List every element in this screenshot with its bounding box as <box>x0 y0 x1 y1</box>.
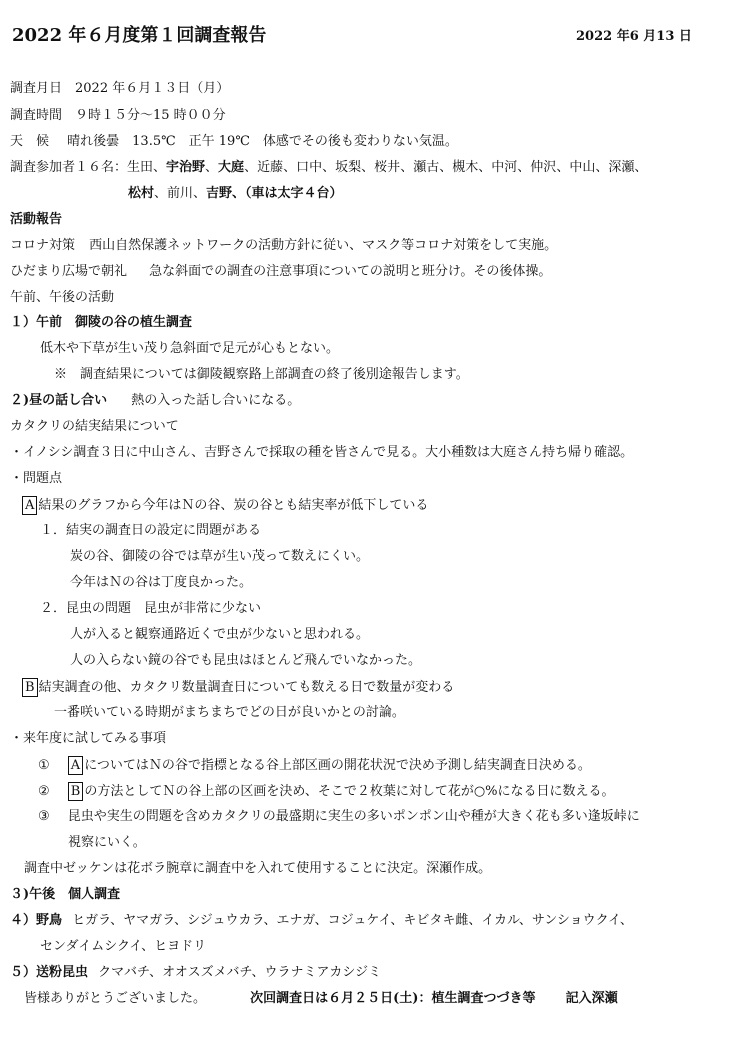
participant-name: 深瀬 <box>608 160 635 175</box>
section5-row <box>10 964 742 982</box>
participant-sep: 、 <box>283 160 297 175</box>
circled-three: ③ <box>38 809 50 824</box>
next-survey: 次回調査日は６月２５日(土)：植生調査つづき等 <box>250 991 536 1006</box>
section5-text: クマバチ、オオスズメバチ、ウラナミアカシジミ <box>98 965 382 980</box>
participant-name: 坂梨 <box>335 160 362 175</box>
participant-name: 仲沢 <box>530 160 557 175</box>
next-item-1 <box>38 756 742 775</box>
participant-name: 宇治野 <box>166 160 206 175</box>
problems-label: ・問題点 <box>10 471 63 486</box>
problem-b-row <box>22 678 742 697</box>
corona-label: コロナ対策 <box>10 238 76 253</box>
participant-sep: 、 <box>634 160 648 175</box>
car-note: 、（車は太字４台） <box>232 186 343 201</box>
circled-one: ① <box>38 758 50 773</box>
corona-row <box>10 237 742 255</box>
section5-label: ５）送粉昆虫 <box>10 965 89 980</box>
am-pm-label: 午前、午後の活動 <box>10 290 115 305</box>
participant-name: 瀬古 <box>413 160 440 175</box>
participant-sep: 、 <box>517 160 531 175</box>
section4-text: ヒガラ、ヤマガラ、シジュウカラ、エナガ、コジュケイ、キビタキ雌、イカル、サンショウクイ、 <box>72 913 633 928</box>
morning-text: 急な斜面での調査の注意事項についての説明と班分け。その後体操。 <box>149 264 552 279</box>
problem-a-text: 結果のグラフから今年はＮの谷、炭の谷とも結実率が低下している <box>38 498 429 513</box>
participant-name: 中山 <box>569 160 596 175</box>
problem-a1-line1: 炭の谷、御陵の谷では草が生い茂って数えにくい。 <box>70 549 370 564</box>
section2-topic: カタクリの結実結果について <box>10 419 179 434</box>
zekken-note: 調査中ゼッケンは花ボラ腕章に調査中を入れて使用することに決定。深瀬作成。 <box>24 861 492 876</box>
problem-a-row <box>22 496 742 515</box>
next-item-1-text: についてはＮの谷で指標となる谷上部区画の開花状況で決め予測し結実調査日決める。 <box>84 758 591 773</box>
next-year-label: ・来年度に試してみる事項 <box>10 731 167 746</box>
next-item-3-line2: 視察にいく。 <box>68 835 146 850</box>
weather-label: 天 候 <box>10 134 50 149</box>
participant-sep: 、 <box>556 160 570 175</box>
circled-two: ② <box>38 784 50 799</box>
participant-name: 口中 <box>296 160 323 175</box>
participants-row <box>10 159 742 177</box>
footer-row <box>24 990 742 1008</box>
thanks-text: 皆様ありがとうございました。 <box>24 991 207 1006</box>
participant-sep: 、 <box>400 160 414 175</box>
box-b-ref: B <box>68 782 84 801</box>
participant-sep: 、前川、 <box>154 186 207 201</box>
survey-date: 調査月日 2022 年６月１３日（月） <box>10 81 230 96</box>
participant-sep: 、 <box>322 160 336 175</box>
problem-b-text: 結実調査の他、カタクリ数量調査日についても数える日で数量が変わる <box>38 680 455 695</box>
section1-line1: 低木や下草が生い茂り急斜面で足元が心もとない。 <box>40 341 340 356</box>
section2-heading-row <box>10 392 742 410</box>
participants-prefix: 調査参加者１６名：生田、 <box>10 160 167 175</box>
next-item-3 <box>38 808 742 826</box>
participant-name: 中河 <box>491 160 518 175</box>
weather-row <box>10 133 742 151</box>
participant-sep: 、 <box>205 160 219 175</box>
participant-name: 桜井 <box>374 160 401 175</box>
problem-a2-title: ２．昆虫の問題 昆虫が非常に少ない <box>40 601 262 616</box>
survey-time: 調査時間 ９時１５分～15 時００分 <box>10 108 226 123</box>
morning-label: ひだまり広場で朝礼 <box>10 264 128 279</box>
participant-sep: 、 <box>439 160 453 175</box>
participant-sep: 、 <box>361 160 375 175</box>
box-b: B <box>22 678 38 697</box>
corona-text: 西山自然保護ネットワークの活動方針に従い、マスク等コロナ対策をして実施。 <box>89 238 558 253</box>
section4-label: ４）野鳥 <box>10 913 63 928</box>
section4-line2: センダイムシクイ、ヒヨドリ <box>40 939 207 954</box>
section1-line2: ※ 調査結果については御陵観察路上部調査の終了後別途報告します。 <box>54 367 469 382</box>
box-a: A <box>22 496 37 515</box>
participant-name: 吉野 <box>206 186 233 201</box>
recorder: 記入深瀬 <box>565 991 618 1006</box>
problem-a1-title: １．結実の調査日の設定に問題がある <box>40 523 262 538</box>
problem-a2-line1: 人が入ると観察通路近くで虫が少ないと思われる。 <box>70 627 370 642</box>
participant-name: 松村 <box>128 186 155 201</box>
morning-row <box>10 263 742 281</box>
problem-a2-line2: 人の入らない鏡の谷でも昆虫はほとんど飛んでいなかった。 <box>70 653 422 668</box>
next-item-2 <box>38 782 742 801</box>
next-item-3-text: 昆虫や実生の問題を含めカタクリの最盛期に実生の多いポンポン山や種が大きく花も多い逢坂峠に <box>67 809 640 824</box>
next-item-2-text: の方法としてＮの谷上部の区画を決め、そこで２枚葉に対して花が○%になる日に数える。 <box>84 784 615 799</box>
weather-text: 晴れ後曇 13.5℃ 正午 19℃ 体感でその後も変わりない気温。 <box>67 134 458 149</box>
section2-heading: ２)昼の話し合い <box>10 393 108 408</box>
participant-list <box>166 160 647 175</box>
problem-a1-line2: 今年はＮの谷は丁度良かった。 <box>70 575 253 590</box>
section2-note: 熱の入った話し合いになる。 <box>131 393 301 408</box>
participant-sep: 、 <box>595 160 609 175</box>
section1-heading: １）午前 御陵の谷の植生調査 <box>10 315 193 330</box>
activity-heading: 活動報告 <box>10 212 63 227</box>
box-a-ref: A <box>68 756 83 775</box>
section4-row <box>10 912 742 930</box>
participants-row-2 <box>128 185 742 203</box>
section3-heading: ３)午後 個人調査 <box>10 887 121 902</box>
problem-b-line1: 一番咲いている時期がまちまちでどの日が良いかとの討論。 <box>54 705 405 720</box>
participant-name: 大庭 <box>218 160 245 175</box>
page-title: 2022 年６月度第１回調査報告 <box>12 25 267 46</box>
participant-name: 近藤 <box>257 160 284 175</box>
section2-bullet1: ・イノシシ調査３日に中山さん、吉野さんで採取の種を皆さんで見る。大小種数は大庭さん持ち帰り確認。 <box>10 445 634 460</box>
participant-sep: 、 <box>244 160 258 175</box>
participant-name: 槻木 <box>452 160 479 175</box>
participant-sep: 、 <box>478 160 492 175</box>
report-date: 2022 年6 月13 日 <box>576 29 692 44</box>
